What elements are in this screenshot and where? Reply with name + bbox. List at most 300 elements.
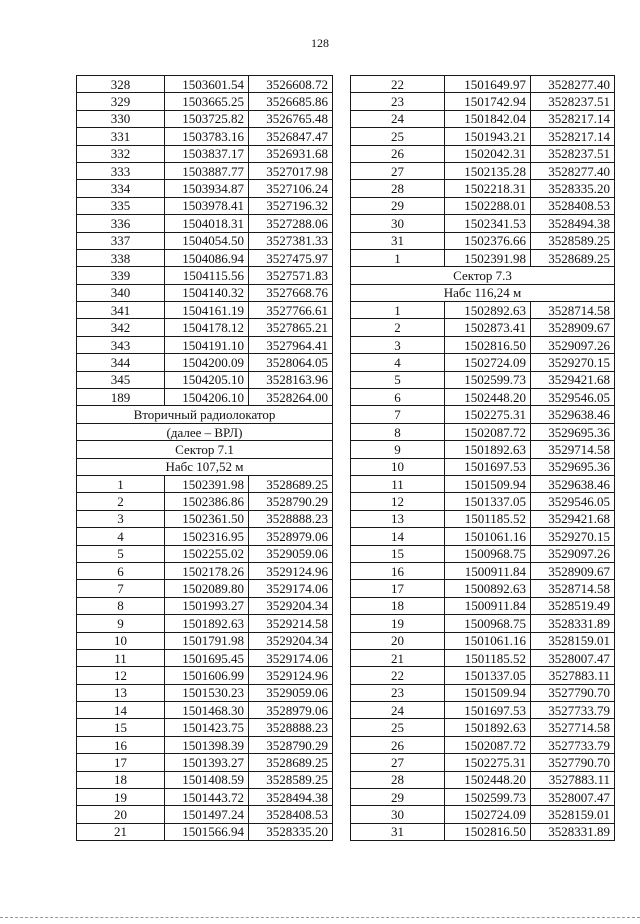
coordinate-x: 1504205.10 xyxy=(165,371,249,388)
coordinate-x: 1501742.94 xyxy=(445,93,531,110)
coordinate-x: 1501697.53 xyxy=(445,702,531,719)
coordinate-x: 1501393.27 xyxy=(165,754,249,771)
coordinate-y: 3529124.96 xyxy=(249,562,333,579)
coordinate-x: 1503934.87 xyxy=(165,180,249,197)
table-row xyxy=(77,389,333,406)
table-row xyxy=(351,649,615,666)
table-row xyxy=(77,302,333,319)
coordinate-x: 1501497.24 xyxy=(165,806,249,823)
table-row xyxy=(351,76,615,93)
coordinate-y: 3529204.34 xyxy=(249,597,333,614)
coordinate-y: 3528494.38 xyxy=(249,789,333,806)
coordinate-y: 3527475.97 xyxy=(249,249,333,266)
coordinate-y: 3529204.34 xyxy=(249,632,333,649)
coordinate-y: 3529270.15 xyxy=(531,528,615,545)
coordinate-x: 1501337.05 xyxy=(445,667,531,684)
table-row xyxy=(351,128,615,145)
coordinate-x: 1501408.59 xyxy=(165,771,249,788)
coordinate-y: 3528408.53 xyxy=(249,806,333,823)
coordinate-y: 3529174.06 xyxy=(249,649,333,666)
table-row xyxy=(77,162,333,179)
coordinate-x: 1501509.94 xyxy=(445,684,531,701)
coordinate-y: 3527017.98 xyxy=(249,162,333,179)
point-number: 17 xyxy=(351,580,445,597)
coordinate-y: 3528217.14 xyxy=(531,128,615,145)
table-row xyxy=(77,719,333,736)
table-row xyxy=(351,215,615,232)
point-number: 331 xyxy=(77,128,165,145)
section-header-row xyxy=(351,267,615,284)
coordinate-y: 3528159.01 xyxy=(531,632,615,649)
point-number: 23 xyxy=(351,93,445,110)
coordinate-y: 3527790.70 xyxy=(531,684,615,701)
table-row xyxy=(351,510,615,527)
point-number: 12 xyxy=(351,493,445,510)
point-number: 25 xyxy=(351,128,445,145)
coordinate-x: 1502087.72 xyxy=(445,736,531,753)
section-header-row xyxy=(77,458,333,475)
table-row xyxy=(77,684,333,701)
coordinate-x: 1502448.20 xyxy=(445,389,531,406)
coordinate-x: 1501468.30 xyxy=(165,702,249,719)
point-number: 13 xyxy=(351,510,445,527)
coordinate-y: 3529174.06 xyxy=(249,580,333,597)
table-row xyxy=(351,632,615,649)
coordinate-y: 3526685.86 xyxy=(249,93,333,110)
table-row xyxy=(351,110,615,127)
coordinate-y: 3527196.32 xyxy=(249,197,333,214)
section-header-row xyxy=(351,284,615,301)
table-row xyxy=(77,771,333,788)
coordinate-y: 3529695.36 xyxy=(531,458,615,475)
coordinate-y: 3529638.46 xyxy=(531,475,615,492)
coordinate-x: 1501530.23 xyxy=(165,684,249,701)
coordinate-y: 3528007.47 xyxy=(531,649,615,666)
point-number: 3 xyxy=(351,336,445,353)
table-row xyxy=(77,632,333,649)
table-row xyxy=(351,475,615,492)
point-number: 8 xyxy=(351,423,445,440)
coordinate-y: 3528589.25 xyxy=(531,232,615,249)
table-row xyxy=(77,128,333,145)
coordinate-x: 1501185.52 xyxy=(445,649,531,666)
coordinate-x: 1501791.98 xyxy=(165,632,249,649)
point-number: 21 xyxy=(351,649,445,666)
point-number: 7 xyxy=(77,580,165,597)
coordinate-y: 3528007.47 xyxy=(531,789,615,806)
coordinate-x: 1502361.50 xyxy=(165,510,249,527)
coordinate-x: 1504206.10 xyxy=(165,389,249,406)
point-number: 1 xyxy=(351,249,445,266)
coordinate-y: 3527714.58 xyxy=(531,719,615,736)
table-row xyxy=(77,754,333,771)
table-row xyxy=(77,667,333,684)
coordinate-x: 1501443.72 xyxy=(165,789,249,806)
coordinate-x: 1501943.21 xyxy=(445,128,531,145)
coordinate-y: 3528159.01 xyxy=(531,806,615,823)
coordinate-x: 1501509.94 xyxy=(445,475,531,492)
coordinate-x: 1502391.98 xyxy=(165,475,249,492)
coordinate-y: 3528064.05 xyxy=(249,354,333,371)
coordinate-y: 3528277.40 xyxy=(531,162,615,179)
point-number: 28 xyxy=(351,180,445,197)
point-number: 6 xyxy=(77,562,165,579)
coordinate-y: 3529714.58 xyxy=(531,441,615,458)
coordinate-y: 3528689.25 xyxy=(249,475,333,492)
point-number: 19 xyxy=(351,615,445,632)
coordinate-x: 1501185.52 xyxy=(445,510,531,527)
point-number: 19 xyxy=(77,789,165,806)
table-row xyxy=(351,667,615,684)
table-row xyxy=(351,389,615,406)
point-number: 5 xyxy=(77,545,165,562)
coordinate-x: 1502275.31 xyxy=(445,406,531,423)
coordinate-x: 1503725.82 xyxy=(165,110,249,127)
coordinate-x: 1504140.32 xyxy=(165,284,249,301)
coordinate-y: 3528335.20 xyxy=(531,180,615,197)
coordinate-y: 3527883.11 xyxy=(531,667,615,684)
coordinate-y: 3528331.89 xyxy=(531,823,615,840)
table-row xyxy=(77,510,333,527)
table-row xyxy=(77,580,333,597)
coordinate-x: 1501061.16 xyxy=(445,528,531,545)
coordinate-y: 3528163.96 xyxy=(249,371,333,388)
table-row xyxy=(77,232,333,249)
table-row xyxy=(77,823,333,840)
coordinate-x: 1504115.56 xyxy=(165,267,249,284)
coordinate-y: 3528888.23 xyxy=(249,510,333,527)
coordinate-y: 3529421.68 xyxy=(531,510,615,527)
point-number: 1 xyxy=(351,302,445,319)
coordinate-x: 1502218.31 xyxy=(445,180,531,197)
point-number: 29 xyxy=(351,789,445,806)
coordinate-y: 3528217.14 xyxy=(531,110,615,127)
coordinate-y: 3529124.96 xyxy=(249,667,333,684)
coordinate-x: 1503601.54 xyxy=(165,76,249,93)
coordinate-y: 3528277.40 xyxy=(531,76,615,93)
point-number: 329 xyxy=(77,93,165,110)
table-row xyxy=(351,249,615,266)
coordinate-x: 1501337.05 xyxy=(445,493,531,510)
point-number: 337 xyxy=(77,232,165,249)
coordinate-x: 1501423.75 xyxy=(165,719,249,736)
section-header-row xyxy=(77,406,333,423)
point-number: 9 xyxy=(351,441,445,458)
coordinate-y: 3526608.72 xyxy=(249,76,333,93)
point-number: 2 xyxy=(77,493,165,510)
point-number: 6 xyxy=(351,389,445,406)
point-number: 328 xyxy=(77,76,165,93)
coordinate-y: 3527964.41 xyxy=(249,336,333,353)
coordinate-x: 1502376.66 xyxy=(445,232,531,249)
coordinate-x: 1500911.84 xyxy=(445,562,531,579)
coordinate-x: 1502386.86 xyxy=(165,493,249,510)
point-number: 20 xyxy=(77,806,165,823)
table-row xyxy=(351,806,615,823)
coordinate-x: 1501695.45 xyxy=(165,649,249,666)
table-row xyxy=(351,823,615,840)
coordinate-x: 1502178.26 xyxy=(165,562,249,579)
coordinate-x: 1502892.63 xyxy=(445,302,531,319)
coordinate-x: 1501649.97 xyxy=(445,76,531,93)
coordinate-x: 1502873.41 xyxy=(445,319,531,336)
coordinate-y: 3527766.61 xyxy=(249,302,333,319)
table-row xyxy=(351,458,615,475)
point-number: 345 xyxy=(77,371,165,388)
page-number: 128 xyxy=(311,36,329,50)
point-number: 14 xyxy=(77,702,165,719)
point-number: 28 xyxy=(351,771,445,788)
table-row xyxy=(351,162,615,179)
coordinate-x: 1504086.94 xyxy=(165,249,249,266)
coordinate-y: 3528689.25 xyxy=(249,754,333,771)
coordinate-x: 1502391.98 xyxy=(445,249,531,266)
coordinate-x: 1502288.01 xyxy=(445,197,531,214)
coordinate-x: 1504018.31 xyxy=(165,215,249,232)
coordinate-x: 1501892.63 xyxy=(445,719,531,736)
coordinate-y: 3528264.00 xyxy=(249,389,333,406)
table-row xyxy=(351,545,615,562)
section-header-row xyxy=(77,441,333,458)
coordinate-y: 3528790.29 xyxy=(249,493,333,510)
coordinate-x: 1501842.04 xyxy=(445,110,531,127)
coordinate-x: 1501697.53 xyxy=(445,458,531,475)
coordinate-y: 3527883.11 xyxy=(531,771,615,788)
table-row xyxy=(77,197,333,214)
coordinate-x: 1501892.63 xyxy=(445,441,531,458)
point-number: 1 xyxy=(77,475,165,492)
table-row xyxy=(77,319,333,336)
point-number: 4 xyxy=(77,528,165,545)
table-row xyxy=(77,267,333,284)
coordinate-y: 3527733.79 xyxy=(531,736,615,753)
table-row xyxy=(77,562,333,579)
coordinate-x: 1502341.53 xyxy=(445,215,531,232)
table-row xyxy=(77,110,333,127)
coordinate-y: 3528714.58 xyxy=(531,580,615,597)
table-row xyxy=(77,528,333,545)
table-row xyxy=(77,215,333,232)
table-row xyxy=(77,284,333,301)
coordinate-y: 3529059.06 xyxy=(249,684,333,701)
table-row xyxy=(77,702,333,719)
coordinate-y: 3529695.36 xyxy=(531,423,615,440)
coordinate-y: 3527790.70 xyxy=(531,754,615,771)
coordinate-x: 1502042.31 xyxy=(445,145,531,162)
coordinate-x: 1501892.63 xyxy=(165,615,249,632)
point-number: 336 xyxy=(77,215,165,232)
table-row xyxy=(351,232,615,249)
coordinate-y: 3529059.06 xyxy=(249,545,333,562)
sector-title: Сектор 7.1 xyxy=(77,441,333,458)
table-row xyxy=(351,406,615,423)
coordinate-x: 1502089.80 xyxy=(165,580,249,597)
point-number: 25 xyxy=(351,719,445,736)
coordinate-x: 1501061.16 xyxy=(445,632,531,649)
coordinate-x: 1503837.17 xyxy=(165,145,249,162)
coordinate-x: 1504191.10 xyxy=(165,336,249,353)
table-row xyxy=(77,180,333,197)
table-row xyxy=(351,493,615,510)
coordinate-x: 1502135.28 xyxy=(445,162,531,179)
coordinate-y: 3528589.25 xyxy=(249,771,333,788)
coordinate-y: 3528689.25 xyxy=(531,249,615,266)
table-row xyxy=(351,423,615,440)
point-number: 17 xyxy=(77,754,165,771)
point-number: 4 xyxy=(351,354,445,371)
point-number: 9 xyxy=(77,615,165,632)
point-number: 338 xyxy=(77,249,165,266)
coordinate-x: 1501606.99 xyxy=(165,667,249,684)
table-row xyxy=(77,493,333,510)
table-row xyxy=(351,736,615,753)
sector-title: Сектор 7.3 xyxy=(351,267,615,284)
coordinate-x: 1502255.02 xyxy=(165,545,249,562)
table-row xyxy=(77,806,333,823)
point-number: 22 xyxy=(351,76,445,93)
point-number: 330 xyxy=(77,110,165,127)
coordinate-x: 1504178.12 xyxy=(165,319,249,336)
sector-height: Набс 107,52 м xyxy=(77,458,333,475)
table-row xyxy=(351,197,615,214)
point-number: 341 xyxy=(77,302,165,319)
point-number: 15 xyxy=(351,545,445,562)
coordinate-x: 1502087.72 xyxy=(445,423,531,440)
coordinate-x: 1503978.41 xyxy=(165,197,249,214)
coordinate-y: 3529097.26 xyxy=(531,545,615,562)
table-row xyxy=(77,789,333,806)
table-row xyxy=(351,371,615,388)
coordinate-y: 3528790.29 xyxy=(249,736,333,753)
point-number: 5 xyxy=(351,371,445,388)
table-row xyxy=(351,336,615,353)
coordinate-y: 3528714.58 xyxy=(531,302,615,319)
section-title: Вторичный радиолокатор xyxy=(77,406,333,423)
point-number: 14 xyxy=(351,528,445,545)
coordinate-y: 3529097.26 xyxy=(531,336,615,353)
coordinate-y: 3528494.38 xyxy=(531,215,615,232)
point-number: 3 xyxy=(77,510,165,527)
coordinate-y: 3529546.05 xyxy=(531,493,615,510)
table-row xyxy=(351,441,615,458)
coordinate-x: 1501566.94 xyxy=(165,823,249,840)
section-subtitle: (далее – ВРЛ) xyxy=(77,423,333,440)
table-row xyxy=(77,249,333,266)
coordinate-x: 1502448.20 xyxy=(445,771,531,788)
point-number: 30 xyxy=(351,806,445,823)
coordinate-x: 1504054.50 xyxy=(165,232,249,249)
point-number: 340 xyxy=(77,284,165,301)
coordinate-y: 3527571.83 xyxy=(249,267,333,284)
coordinate-y: 3526847.47 xyxy=(249,128,333,145)
point-number: 11 xyxy=(77,649,165,666)
point-number: 10 xyxy=(351,458,445,475)
point-number: 342 xyxy=(77,319,165,336)
coordinate-x: 1500968.75 xyxy=(445,615,531,632)
table-row xyxy=(77,597,333,614)
point-number: 29 xyxy=(351,197,445,214)
coordinate-y: 3528408.53 xyxy=(531,197,615,214)
coordinate-y: 3529214.58 xyxy=(249,615,333,632)
table-row xyxy=(351,684,615,701)
table-row xyxy=(77,736,333,753)
coordinate-y: 3527288.06 xyxy=(249,215,333,232)
table-row xyxy=(351,354,615,371)
table-row xyxy=(351,719,615,736)
point-number: 26 xyxy=(351,736,445,753)
page-bottom-edge xyxy=(0,917,640,924)
coordinate-y: 3526931.68 xyxy=(249,145,333,162)
table-row xyxy=(351,528,615,545)
coordinates-table-right xyxy=(350,75,615,841)
point-number: 31 xyxy=(351,823,445,840)
coordinate-y: 3527381.33 xyxy=(249,232,333,249)
section-header-row xyxy=(77,423,333,440)
coordinate-y: 3528909.67 xyxy=(531,562,615,579)
coordinate-x: 1502724.09 xyxy=(445,354,531,371)
coordinate-y: 3527668.76 xyxy=(249,284,333,301)
point-number: 13 xyxy=(77,684,165,701)
coordinate-y: 3527865.21 xyxy=(249,319,333,336)
coordinate-y: 3528888.23 xyxy=(249,719,333,736)
coordinate-y: 3528979.06 xyxy=(249,702,333,719)
point-number: 21 xyxy=(77,823,165,840)
coordinate-y: 3528335.20 xyxy=(249,823,333,840)
coordinate-y: 3528331.89 xyxy=(531,615,615,632)
table-row xyxy=(351,93,615,110)
table-row xyxy=(351,180,615,197)
table-row xyxy=(351,580,615,597)
coordinate-x: 1500968.75 xyxy=(445,545,531,562)
point-number: 7 xyxy=(351,406,445,423)
point-number: 335 xyxy=(77,197,165,214)
sector-height: Набс 116,24 м xyxy=(351,284,615,301)
coordinate-y: 3528979.06 xyxy=(249,528,333,545)
coordinate-x: 1502316.95 xyxy=(165,528,249,545)
table-row xyxy=(351,702,615,719)
point-number: 339 xyxy=(77,267,165,284)
table-row xyxy=(77,545,333,562)
coordinate-x: 1503887.77 xyxy=(165,162,249,179)
table-row xyxy=(77,76,333,93)
table-row xyxy=(351,754,615,771)
point-number: 30 xyxy=(351,215,445,232)
coordinate-y: 3528909.67 xyxy=(531,319,615,336)
coordinate-x: 1501993.27 xyxy=(165,597,249,614)
coordinate-x: 1503783.16 xyxy=(165,128,249,145)
coordinate-x: 1504200.09 xyxy=(165,354,249,371)
table-row xyxy=(351,145,615,162)
table-row xyxy=(351,319,615,336)
table-row xyxy=(77,336,333,353)
table-row xyxy=(77,649,333,666)
point-number: 189 xyxy=(77,389,165,406)
point-number: 344 xyxy=(77,354,165,371)
table-row xyxy=(351,789,615,806)
coordinate-x: 1502275.31 xyxy=(445,754,531,771)
point-number: 8 xyxy=(77,597,165,614)
table-row xyxy=(351,302,615,319)
coordinate-x: 1502816.50 xyxy=(445,336,531,353)
point-number: 24 xyxy=(351,110,445,127)
coordinate-x: 1500911.84 xyxy=(445,597,531,614)
table-row xyxy=(351,771,615,788)
coordinate-y: 3529638.46 xyxy=(531,406,615,423)
coordinate-y: 3529421.68 xyxy=(531,371,615,388)
table-row xyxy=(77,145,333,162)
table-row xyxy=(351,615,615,632)
point-number: 11 xyxy=(351,475,445,492)
